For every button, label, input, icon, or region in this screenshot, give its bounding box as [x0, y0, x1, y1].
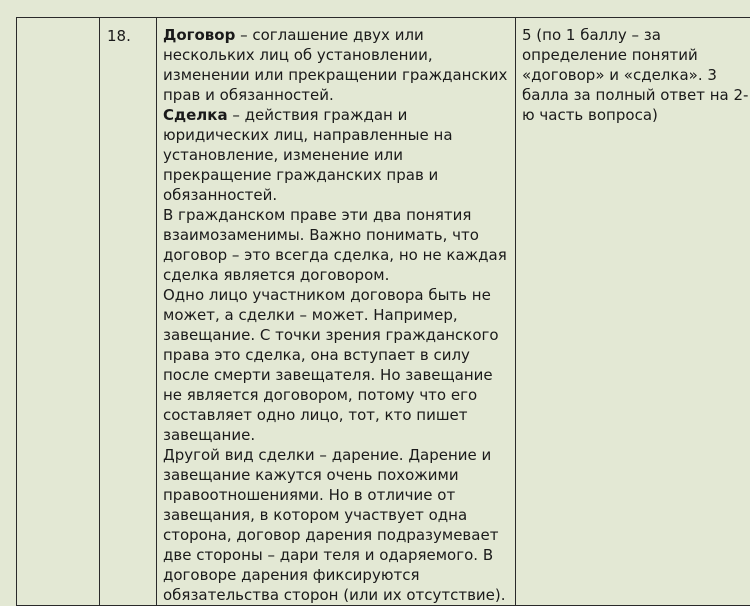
definition-sdelka [163, 105, 510, 205]
term-sdelka: Сделка [163, 106, 228, 124]
answer-table [16, 17, 750, 606]
question-number-cell [100, 18, 157, 606]
term-dogovor: Договор [163, 26, 235, 44]
scoring-cell [516, 18, 750, 606]
definition-sdelka-text: – действия граждан и юридических лиц, направленные на установление, изменение или прекращение гражданских прав и обязанностей. [163, 106, 453, 204]
paragraph-interchangeable: В гражданском праве эти два понятия взаимозаменимы. Важно понимать, что договор – это всегда сделка, но не каждая сделка является договором. [163, 205, 510, 285]
definition-dogovor-text: – соглашение двух или нескольких лиц об установлении, изменении или прекращении гражданских прав и обязанностей. [163, 26, 507, 104]
blank-cell [17, 18, 100, 606]
table-row [17, 18, 750, 606]
question-number: 18. [100, 18, 156, 46]
paragraph-gift: Другой вид сделки – дарение. Дарение и завещание кажутся очень похожими правоотношениями. Но в отличие от завещания, в котором участвует одна сторона, договор дарения подразумевает две стороны – дари теля и одаряемого. В договоре дарения фиксируются обязательства сторон (или их отсутствие). [163, 445, 510, 605]
answer-cell [157, 18, 516, 606]
scoring-text: 5 (по 1 баллу – за определение понятий «договор» и «сделка». 3 балла за полный ответ на 2-ю часть вопроса) [516, 18, 750, 125]
paragraph-testament: Одно лицо участником договора быть не может, а сделки – может. Например, завещание. С точки зрения гражданского права это сделка, она вступает в силу после смерти завещателя. Но завещание не является договором, потому что его составляет одно лицо, тот, кто пишет завещание. [163, 285, 510, 445]
definition-dogovor [163, 25, 510, 105]
